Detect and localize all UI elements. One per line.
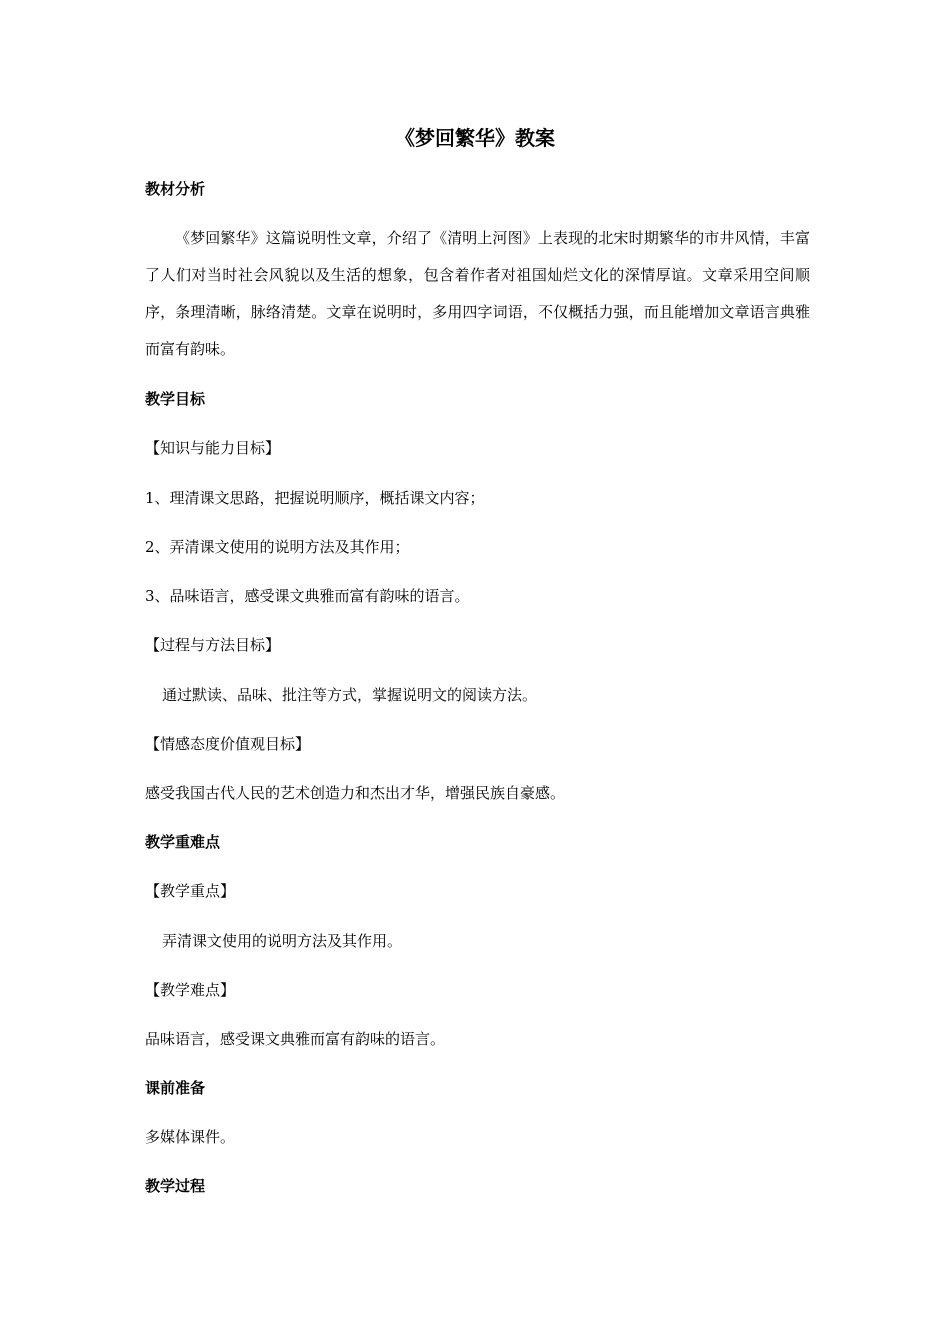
emotion-goals-text: 感受我国古代人民的艺术创造力和杰出才华，增强民族自豪感。	[145, 784, 566, 802]
knowledge-item-3: 3、品味语言，感受课文典雅而富有韵味的语言。	[145, 587, 470, 605]
preparation-text: 多媒体课件。	[145, 1128, 236, 1146]
knowledge-item-2: 2、弄清课文使用的说明方法及其作用；	[145, 538, 410, 556]
process-goals-text: 通过默读、品味、批注等方式，掌握说明文的阅读方法。	[162, 686, 538, 704]
label-teaching-difficulty: 【教学难点】	[145, 981, 236, 999]
document-title: 《梦回繁华》教案	[395, 126, 555, 150]
material-analysis-paragraph: 《梦回繁华》这篇说明性文章，介绍了《清明上河图》上表现的北宋时期繁华的市井风情，丰富了人们对当时社会风貌以及生活的想象，包含着作者对祖国灿烂文化的深情厚谊。文章采用空间顺序，条理清晰，脉络清楚。文章在说明时，多用四字词语，不仅概括力强，而且能增加文章语言典雅而富有韵味。	[145, 229, 810, 358]
teaching-focus-text: 弄清课文使用的说明方法及其作用。	[162, 932, 403, 950]
teaching-difficulty-text: 品味语言，感受课文典雅而富有韵味的语言。	[145, 1030, 446, 1048]
heading-preparation: 课前准备	[145, 1079, 206, 1097]
heading-teaching-process: 教学过程	[145, 1177, 206, 1195]
label-emotion-goals: 【情感态度价值观目标】	[145, 735, 311, 753]
heading-material-analysis: 教材分析	[145, 180, 206, 198]
label-knowledge-goals: 【知识与能力目标】	[145, 439, 281, 457]
label-teaching-focus: 【教学重点】	[145, 882, 236, 900]
label-process-goals: 【过程与方法目标】	[145, 636, 281, 654]
heading-teaching-goals: 教学目标	[145, 390, 206, 408]
knowledge-item-1: 1、理清课文思路，把握说明顺序，概括课文内容；	[145, 489, 485, 507]
heading-key-points: 教学重难点	[145, 833, 221, 851]
